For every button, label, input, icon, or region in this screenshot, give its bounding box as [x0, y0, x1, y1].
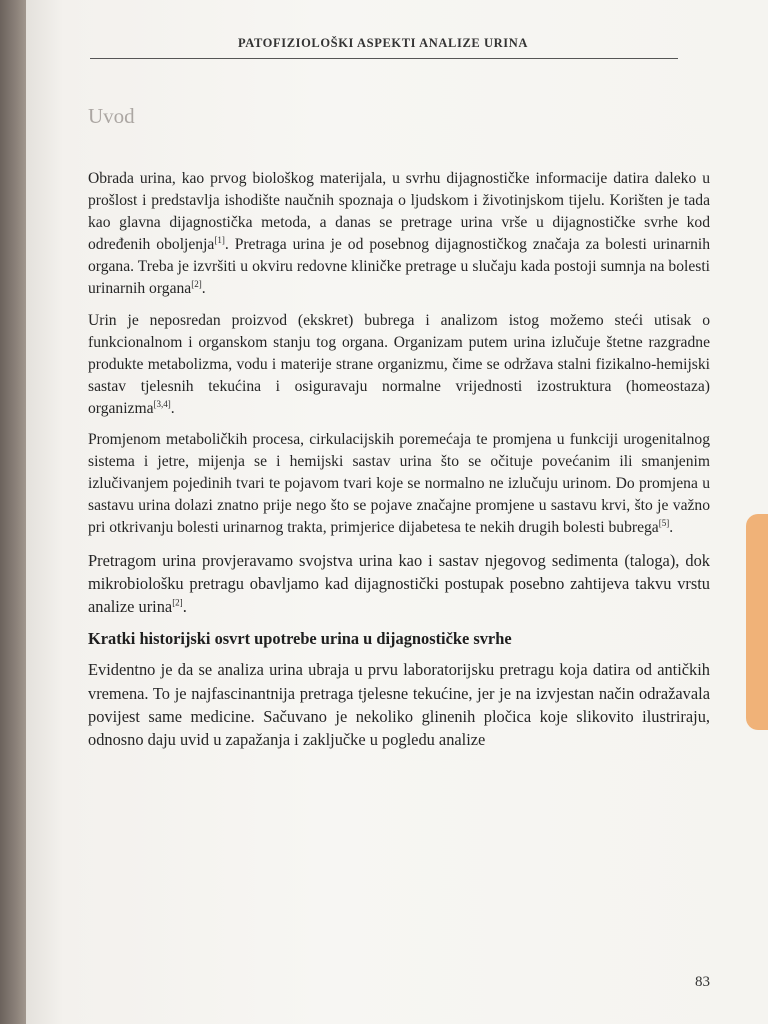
body-text	[88, 168, 710, 761]
paragraph-4: Pretragom urina provjeravamo svojstva urina kao i sastav njegovog sedimenta (taloga), dok mikrobiološku pretragu obavljamo kad dijagnostički postupak posebno zahtijeva takvu vrstu analize urina[2].	[88, 550, 710, 617]
section-title: Uvod	[88, 104, 135, 128]
chapter-tab-marker	[746, 514, 768, 730]
page-number: 83	[695, 974, 710, 990]
paragraph-2: Urin je neposredan proizvod (ekskret) bubrega i analizom istog možemo steći utisak o funkcionalnom i organskom stanju tog organa. Organizam putem urina izlučuje štetne razgradne produkte metabolizma, vodu i materije strane organizmu, čime se održava stalni fizikalno-hemijski sastav tjelesnih tekućina i osiguravaju normalne vrijednosti izostruktura (homeostaza) organizma[3,4].	[88, 311, 710, 417]
citation: [2]	[191, 279, 202, 290]
subheading: Kratki historijski osvrt upotrebe urina u dijagnostičke svrhe	[88, 629, 512, 649]
citation: [2]	[172, 597, 183, 608]
header-rule	[90, 58, 678, 59]
history-paragraph: Evidentno je da se analiza urina ubraja u prvu laboratorijsku pretragu koja datira od antičkih vremena. To je najfascinantnija pretraga tjelesne tekućine, jer je na izvjestan način odražavala povijest same medicine. Sačuvano je nekoliko glinenih pločica koje slikovito ilustriraju, odnosno daju uvid u zapažanja i zaključke u pogledu analize	[88, 660, 710, 750]
paragraph-3: Promjenom metaboličkih procesa, cirkulacijskih poremećaja te promjena u funkciji urogenitalnog sistema i jetre, mijenja se i hemijski sastav urina što se očituje povećanim ili smanjenim izlučivanjem pojedinih tvari te pojavom tvari koje se normalno ne izlučuju urinom. Do promjena u sastavu urina dolazi znatno prije nego što se pojave značajne promjene u sastavu krvi, što je važno pri otkrivanju bolesti urinarnog trakta, primjerice dijabetesa te nekih drugih bolesti bubrega[5].	[88, 431, 710, 537]
book-spine-shadow	[0, 0, 28, 1024]
citation: [3,4]	[153, 398, 171, 409]
citation: [5]	[658, 518, 670, 529]
running-head: PATOFIZIOLOŠKI ASPEKTI ANALIZE URINA	[237, 36, 529, 50]
citation: [1]	[214, 235, 225, 246]
book-page	[26, 0, 768, 1024]
paragraph-1: Obrada urina, kao prvog biološkog materijala, u svrhu dijagnostičke informacije datira daleko u prošlost i predstavlja ishodište naučnih spoznaja o ljudskom i životinjskom tijelu. Korišten je tada kao glavna dijagnostička metoda, a danas se pretrage urina vrše u dijagnostičke svrhe kod određenih oboljenja[1]. Pretraga urina je od posebnog dijagnostičkog značaja za bolesti urinarnih organa. Treba je izvršiti u okviru redovne kliničke pretrage u slučaju kada postoji sumnja na bolesti urinarnih organa[2].	[88, 170, 710, 298]
